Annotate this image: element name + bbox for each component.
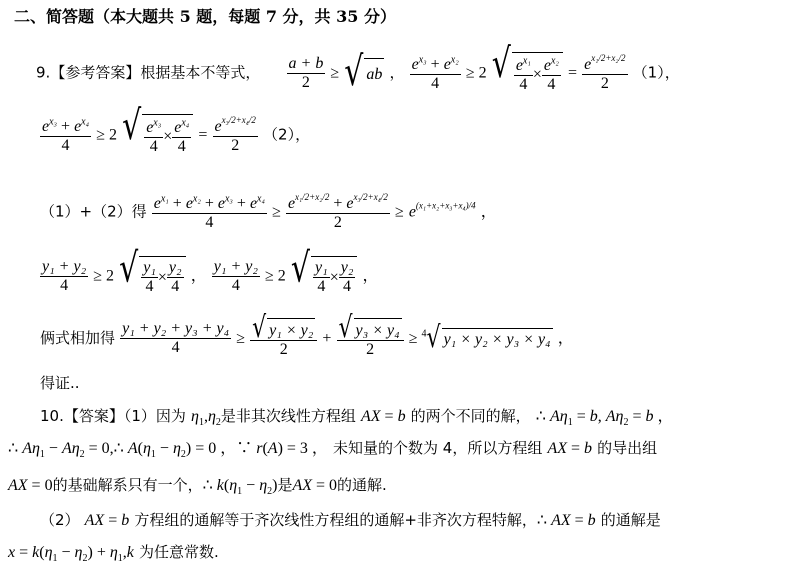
e-half-fraction-2: $\frac{e^{x_3/2+x_4/2}}{2}$ <box>214 115 256 154</box>
q9-label: 【参考答案】 <box>50 63 141 82</box>
y34-sqrt-fraction: √ y₃ × y₄ 2 <box>337 318 404 359</box>
q10-text-4b: 方程组的通解等于齐次线性方程组的通解+非齐次方程特解， <box>134 511 537 529</box>
q10-number: 10. <box>40 407 64 425</box>
q9-line-1: 9.【参考答案】根据基本不等式， $\frac{a + b}{2}$ ≥ √ ab ， $\frac{e^{x_3} + e^{x_2}}{4}$ ≥ 2 √ $\frac{e^{x_1}}{4}$ × $\frac{e^{x_2}}{4}$ = $\frac{e^{x_1/2+x_2/2}}{2}$ （1）， <box>36 40 680 96</box>
q10-text-3b: 是 <box>277 476 293 494</box>
q10-text-3c: 的通解. <box>337 476 387 494</box>
q10-text-2b: 的导出组 <box>597 439 658 457</box>
e-x3-x4-fraction: $\frac{e^{x_3} + e^{x_4}}{4}$ <box>42 116 90 154</box>
eq1-tag: （1）， <box>632 63 680 82</box>
q10-text-5a: 为任意常数. <box>138 543 219 561</box>
fourth-root: √ y₁ × y₂ × y₃ × y₄ <box>426 320 551 355</box>
sqrt-y1-y2: √ $\frac{\text{y₁}}{4}$ × $\frac{\text{y₂}}{4}$ <box>119 256 186 296</box>
e-x3-x2-fraction: $\frac{e^{x_3} + e^{x_2}}{4}$ <box>411 54 459 92</box>
ab-fraction: $\frac{a + b}{2}$ <box>288 54 324 91</box>
e-half-fraction-1: $\frac{e^{x_1/2+x_2/2}}{2}$ <box>584 53 626 92</box>
q10-text-3a: 的基础解系只有一个， <box>52 476 203 494</box>
q9-line-3: （1）+（2）得 $\frac{e^{x_1} + e^{x_2} + e^{x_3} + e^{x_4}}{4}$ ≥ $\frac{e^{x_1/2+x_2/2} + e^{x_3/2+x_4/2}}{2}$ ≥ $e^{(x_1+x_2+x_3+x_4)/4}$ ， <box>40 192 497 231</box>
y12-fraction-b: $\frac{\text{y₁ + y₂}}{4}$ <box>213 257 258 294</box>
q9-line-5: 俩式相加得 $\frac{\text{y₁ + y₂ + y₃ + y₄}}{4}$ ≥ √ y₁ × y₂ 2 + √ y₃ × y₄ 2 ≥ $^4$ √ y₁ × y₂ × y₃ × y₄ ， <box>40 311 574 358</box>
q10-line-3: AX = 0的基础解系只有一个，∴ $k(\eta_1 - \eta_2)$是AX = 0的通解. <box>8 476 387 498</box>
q10-line-1: 10.【答案】（1）因为 $\eta_1,\eta_2$是非其次线性方程组 AX = b 的两个不同的解， ∴ $A\eta_1 = b$, $A\eta_2 = b$ ， <box>40 407 674 429</box>
q10-text-1a: （1）因为 <box>123 407 186 425</box>
q10-label: 【答案】 <box>63 407 124 425</box>
conclusion: 得证.. <box>40 374 80 392</box>
q10-line-4: （2） AX = b 方程组的通解等于齐次线性方程组的通解+非齐次方程特解，∴ AX = b 的通解是 <box>40 511 661 529</box>
q9-intro: 根据基本不等式， <box>140 63 261 82</box>
q10-text-4a: （2） <box>40 511 80 529</box>
sum-two-fraction: $\frac{e^{x_1/2+x_2/2} + e^{x_3/2+x_4/2}}{2}$ <box>287 192 388 231</box>
sum-four-fraction: $\frac{e^{x_1} + e^{x_2} + e^{x_3} + e^{x_4}}{4}$ <box>153 193 265 231</box>
add-prefix: 俩式相加得 <box>40 329 116 347</box>
y12-fraction: $\frac{\text{y₁ + y₂}}{4}$ <box>42 257 87 294</box>
q10-text-1c: 的两个不同的解， <box>410 407 531 425</box>
eq2-tag: （2）， <box>263 125 311 144</box>
sqrt-y1-y2-b: √ $\frac{\text{y₁}}{4}$ × $\frac{\text{y₂}}{4}$ <box>291 256 358 296</box>
sqrt-x1-x2: √ $\frac{e^{x_1}}{4}$ × $\frac{e^{x_2}}{4}$ <box>492 52 563 94</box>
q10-line-2: ∴ $A\eta_1 - A\eta_2$ = 0,∴ $A(\eta_1 - \eta_2) = 0$ ，∵ r(A) = 3 ， 未知量的个数为 4，所以方程组 AX = b 的导出组 <box>8 439 658 461</box>
q10-text-1b: 是非其次线性方程组 <box>220 407 356 425</box>
y12-sqrt-fraction: √ y₁ × y₂ 2 <box>250 318 317 359</box>
q10-text-2a: 未知量的个数为 4，所以方程组 <box>333 439 543 457</box>
q9-line-4: $\frac{\text{y₁ + y₂}}{4}$ ≥ 2 √ $\frac{\text{y₁}}{4}$ × $\frac{\text{y₂}}{4}$ ， $\frac{\text{y₁ + y₂}}{4}$ ≥ 2 √ $\frac{\text{y₁}}{4}$ × $\frac{\text{y₂}}{4}$ ， <box>42 244 379 295</box>
q10-text-4c: 的通解是 <box>600 511 661 529</box>
section-heading: 二、简答题（本大题共 5 题，每题 7 分，共 35 分） <box>14 7 396 26</box>
q10-line-5: $x = k(\eta_1 - \eta_2) + \eta_1,k$ 为任意常数. <box>8 543 219 565</box>
sum-prefix: （1）+（2）得 <box>40 202 147 221</box>
q9-number: 9. <box>36 63 51 82</box>
q9-line-2: $\frac{e^{x_3} + e^{x_4}}{4}$ ≥ 2 √ $\frac{e^{x_3}}{4}$ × $\frac{e^{x_4}}{4}$ = $\frac{e^{x_3/2+x_4/2}}{2}$ （2）， <box>42 102 311 155</box>
y-sum-fraction: $\frac{\text{y₁ + y₂ + y₃ + y₄}}{4}$ <box>122 320 230 356</box>
sqrt-ab: √ ab <box>344 48 383 96</box>
sqrt-x3-x4: √ $\frac{e^{x_3}}{4}$ × $\frac{e^{x_4}}{4}$ <box>122 114 193 156</box>
